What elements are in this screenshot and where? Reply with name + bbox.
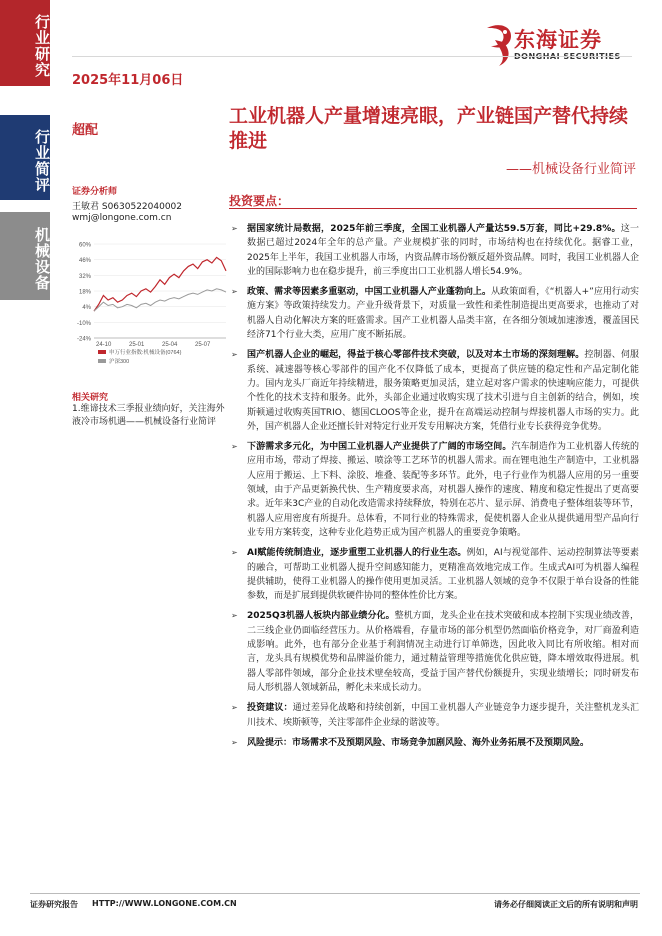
footer-disclaimer: 请务必仔细阅读正文后的所有说明和声明: [494, 900, 638, 909]
related-item[interactable]: 1.维谛技术三季报业绩向好，关注海外液冷市场机遇——机械设备行业简评: [72, 404, 225, 427]
side-tab-brief: 行业简评: [0, 115, 50, 200]
legend-swatch: [98, 359, 106, 363]
invest-heading: 投资要点：: [229, 194, 290, 208]
legend-swatch: [98, 350, 106, 354]
arrow-bullet-icon: ➢: [231, 611, 238, 621]
side-tab-research: 行业研究: [0, 0, 50, 86]
y-tick-label: 60%: [78, 242, 91, 249]
series-line: [94, 257, 226, 311]
y-tick-label: 18%: [78, 289, 91, 296]
y-tick-label: -24%: [76, 336, 91, 343]
footer-divider: [30, 893, 640, 894]
report-date: 2025年11月06日: [72, 73, 184, 88]
report-title: 工业机器人产量增速亮眼，产业链国产替代持续推进: [229, 105, 629, 152]
bullet-item: ➢ 据国家统计局数据，2025年前三季度，全国工业机器人产量达59.5万套，同比+29.8%。这一数据已超过2024年全年的总产量。产业规模扩张的同时，市场结构也在持续优化。据睿工业，2025年上半年，我国工业机器人市场，内资品牌市场份额反超外资品牌。同时，我国工业机器人企业的国际影响力也在稳步提升，前三季度出口工业机器人增长54.9%。: [231, 224, 639, 277]
bullet-item: ➢ 国产机器人企业的崛起，得益于核心零部件技术突破，以及对本土市场的深刻理解。控制器、伺服系统、减速器等核心零部件的国产化不仅降低了成本，更提高了供应链的稳定性和产品定制化能力。国内龙头厂商近年持续精进，服务策略更加灵活，建立起对客户需求的快速响应能力，可提供个性化的技术支持和服务。此外，头部企业通过收购实现了技术引进与自主创新的结合，例如，埃斯顿通过收购英国TRIO、德国CLOOS等企业，提升在高端运动控制与焊接机器人市场的实力。此外，国产机器人企业还擅长针对特定行业开发专用解决方案，凭借行业专长获得竞争优势。: [231, 350, 639, 432]
footer-url-link[interactable]: HTTP://WWW.LONGONE.COM.CN: [92, 899, 237, 908]
arrow-bullet-icon: ➢: [231, 442, 238, 452]
analyst-email: wmj@longone.com.cn: [72, 213, 172, 223]
x-tick-label: 25-01: [129, 342, 145, 348]
y-tick-label: 4%: [82, 305, 91, 312]
performance-chart: [70, 238, 230, 373]
arrow-bullet-icon: ➢: [231, 737, 238, 747]
invest-bullets: [229, 222, 639, 756]
bullet-item: ➢ AI赋能传统制造业，逐步重塑工业机器人的行业生态。例如，AI与视觉部件、运动控制算法等要素的融合，可帮助工业机器人提升空间感知能力，更精准高效地完成工作。生成式AI可为机器人编程提供辅助，使得工业机器人的操作使用更加灵活。工业机器人领域的竞争不仅限于单台设备的性能参数，而是扩展到提供软硬件协同的整体性价比方案。: [231, 548, 639, 602]
bullet-item: ➢ 2025Q3机器人板块内部业绩分化。整机方面，龙头企业在技术突破和成本控制下实现业绩改善，二三线企业仍面临经营压力。从价格端看，存量市场的部分机型仍然面临价格竞争，对厂商盈利造成影响。此外，也有部分企业基于利润情况主动进行订单筛选，因此收入同比有所收缩。相对而言，龙头具有规模优势和品牌溢价能力，通过精益管理等措施优化供应链，降本增效取得进展。机器人零部件领域，部分企业技术壁垒较高，受益于国产替代份额提升，实现业绩增长；同时研发布局人形机器人领域新品，孵化未来成长动力。: [231, 611, 639, 693]
invest-divider: [229, 208, 637, 209]
brand-name-cn: 东海证券: [514, 28, 602, 52]
side-tab-sector: 机械设备: [0, 212, 50, 300]
rating-label: 超配: [72, 123, 99, 138]
arrow-bullet-icon: ➢: [231, 703, 238, 713]
x-tick-label: 25-07: [195, 342, 211, 348]
series-line: [94, 289, 226, 311]
x-tick-label: 24-10: [96, 342, 112, 348]
arrow-bullet-icon: ➢: [231, 224, 238, 233]
arrow-bullet-icon: ➢: [231, 287, 238, 297]
bullet-item: ➢ 投资建议：通过差异化战略和持续创新，中国工业机器人产业链竞争力逐步提升，关注整机龙头汇川技术、埃斯顿等，关注零部件企业绿的谐波等。: [231, 703, 639, 728]
analyst-name: 王敏君 S0630522040002: [72, 202, 183, 212]
arrow-bullet-icon: ➢: [231, 548, 238, 558]
header-divider: [72, 56, 632, 57]
legend-label: 沪深300: [109, 359, 130, 365]
related-heading: 相关研究: [72, 393, 109, 403]
x-tick-label: 25-04: [162, 342, 178, 348]
y-tick-label: 32%: [78, 273, 91, 280]
bullet-item: ➢ 风险提示：市场需求不及预期风险、市场竞争加剧风险、海外业务拓展不及预期风险。: [229, 736, 639, 750]
arrow-bullet-icon: ➢: [231, 350, 238, 360]
analyst-heading: 证券分析师: [72, 187, 118, 197]
report-subtitle: ——机械设备行业简评: [505, 162, 636, 177]
legend-label: 申万行业指数:机械设备(0764): [109, 350, 182, 356]
y-tick-label: 46%: [78, 258, 91, 265]
bullet-item: ➢ 下游需求多元化，为中国工业机器人产业提供了广阔的市场空间。汽车制造作为工业机器人传统的应用市场，带动了焊接、搬运、喷涂等工艺环节的机器人需求。而在锂电池生产制造中，工业机器人应用于搬运、上下料、涂胶、堆叠、装配等多环节。此外，电子行业作为机器人应用的另一重要领域，由于产品更新换代快、生产精度要求高，对机器人操作的速度、精度和稳定性提出了更高要求。近年来3C产业的自动化改造需求持续释放，特别在芯片、显示屏、消费电子整体组装等环节，机器人应用密度有所提升。总体看，不同行业的特殊需求，促使机器人企业从提供通用型产品向行业专用方案转变，这种专业化趋势正成为国产机器人的重要竞争策略。: [231, 442, 639, 538]
y-tick-label: -10%: [76, 320, 91, 327]
bullet-item: ➢ 政策、需求等因素多重驱动，中国工业机器人产业蓬勃向上。从政策面看，《“机器人+”应用行动实施方案》等政策持续发力。产业升级背景下，对质量一致性和柔性制造提出更高要求，也推动了对机器人自动化解决方案的旺盛需求。国产工业机器人品类丰富，在各细分领域加速渗透，覆盖国民经济71个行业大类，应用广度不断拓展。: [231, 287, 639, 341]
footer-label: 证券研究报告: [30, 900, 78, 909]
